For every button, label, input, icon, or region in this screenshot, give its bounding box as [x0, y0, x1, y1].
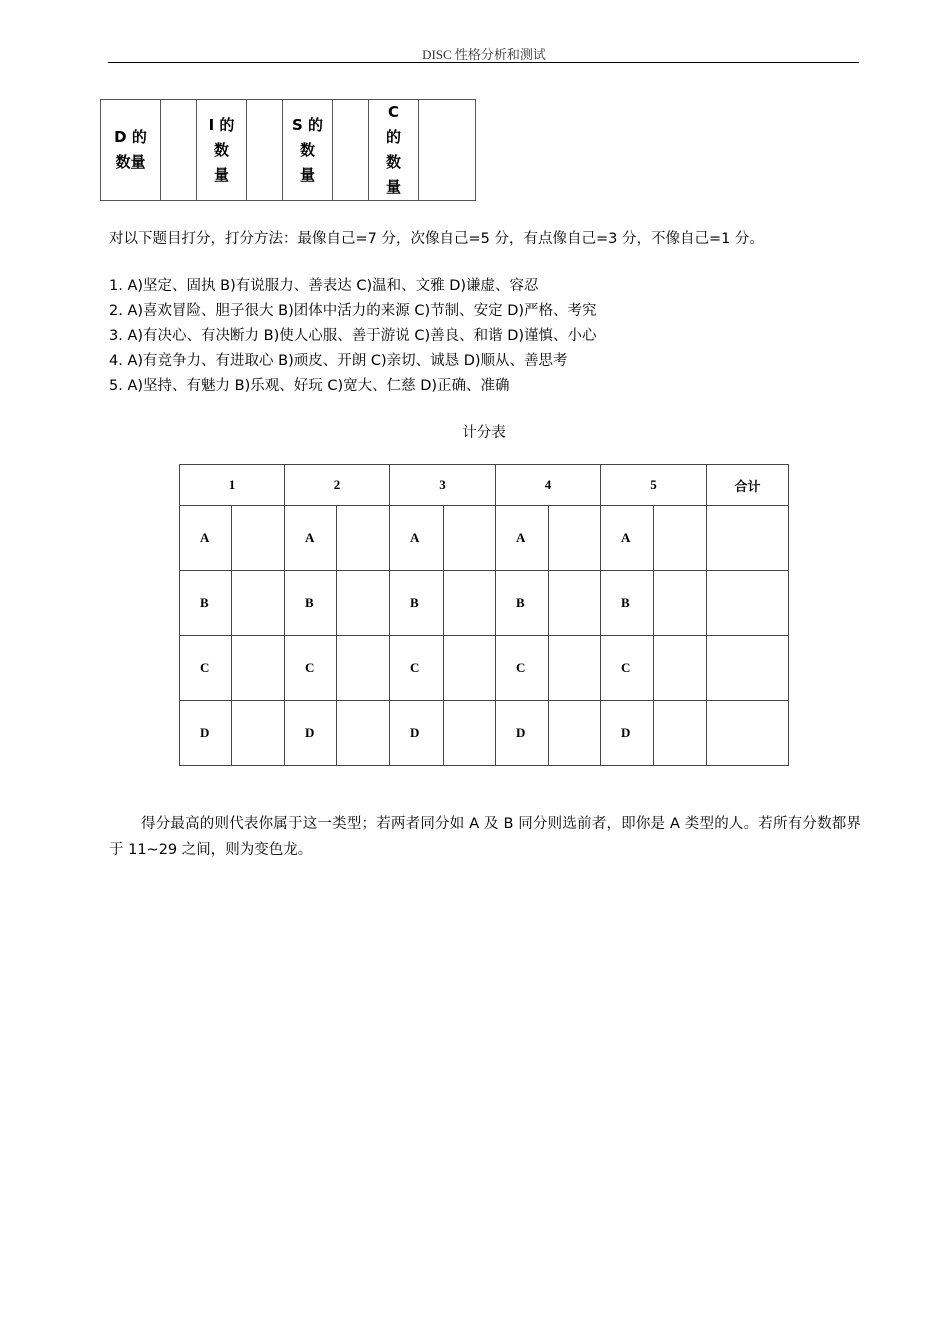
score-cell[interactable]	[549, 701, 601, 766]
option-label: D	[180, 701, 232, 766]
column-header: 1	[180, 465, 285, 506]
option-label: B	[180, 571, 232, 636]
page-header-title: DISC 性格分析和测试	[422, 47, 546, 62]
option-label: A	[180, 506, 232, 571]
conclusion-paragraph: 得分最高的则代表你属于这一类型；若两者同分如 A 及 B 同分则选前者，即你是 A 类型的人。若所有分数都界于 11~29 之间，则为变色龙。	[109, 816, 861, 858]
i-count-label: I 的 数 量	[197, 100, 247, 201]
column-header: 4	[496, 465, 601, 506]
score-cell[interactable]	[654, 506, 707, 571]
table-row	[180, 701, 789, 766]
score-cell[interactable]	[232, 571, 285, 636]
option-label: B	[390, 571, 444, 636]
option-label: A	[390, 506, 444, 571]
d-count-value-cell[interactable]	[161, 100, 197, 201]
option-label: B	[496, 571, 549, 636]
option-label: D	[496, 701, 549, 766]
total-cell[interactable]	[707, 571, 789, 636]
option-label: C	[285, 636, 337, 701]
total-cell[interactable]	[707, 701, 789, 766]
question-item: 3. A)有决心、有决断力 B)使人心服、善于游说 C)善良、和谐 D)谨慎、小心	[109, 328, 597, 344]
score-cell[interactable]	[444, 701, 496, 766]
total-column-header: 合计	[707, 465, 789, 506]
score-table-header-row	[180, 465, 789, 506]
option-label: B	[285, 571, 337, 636]
c-count-label: C 的 数 量	[369, 100, 419, 201]
option-label: A	[285, 506, 337, 571]
column-header: 2	[285, 465, 390, 506]
score-cell[interactable]	[444, 506, 496, 571]
score-cell[interactable]	[232, 636, 285, 701]
score-cell[interactable]	[549, 636, 601, 701]
option-label: A	[601, 506, 654, 571]
score-table	[179, 464, 789, 766]
d-count-label: D 的 数量	[101, 100, 161, 201]
score-cell[interactable]	[549, 506, 601, 571]
s-count-label: S 的 数 量	[283, 100, 333, 201]
question-item: 5. A)坚持、有魅力 B)乐观、好玩 C)宽大、仁慈 D)正确、准确	[109, 378, 510, 394]
c-count-value-cell[interactable]	[419, 100, 476, 201]
option-label: C	[601, 636, 654, 701]
option-label: C	[390, 636, 444, 701]
s-count-value-cell[interactable]	[333, 100, 369, 201]
question-item: 1. A)坚定、固执 B)有说服力、善表达 C)温和、文雅 D)谦虚、容忍	[109, 278, 539, 294]
score-cell[interactable]	[444, 636, 496, 701]
option-label: C	[496, 636, 549, 701]
column-header: 5	[601, 465, 707, 506]
score-table-title: 计分表	[462, 425, 506, 441]
table-row	[180, 506, 789, 571]
score-cell[interactable]	[232, 701, 285, 766]
question-list	[109, 274, 597, 399]
question-item: 4. A)有竞争力、有进取心 B)顽皮、开朗 C)亲切、诚恳 D)顺从、善思考	[109, 353, 568, 369]
score-cell[interactable]	[337, 571, 390, 636]
score-cell[interactable]	[654, 571, 707, 636]
option-label: A	[496, 506, 549, 571]
score-cell[interactable]	[549, 571, 601, 636]
option-label: D	[601, 701, 654, 766]
i-count-value-cell[interactable]	[247, 100, 283, 201]
table-row	[180, 571, 789, 636]
scoring-instruction: 对以下题目打分，打分方法：最像自己=7 分，次像自己=5 分，有点像自己=3 分，不像自己=1 分。	[109, 231, 764, 247]
total-cell[interactable]	[707, 506, 789, 571]
total-cell[interactable]	[707, 636, 789, 701]
option-label: D	[390, 701, 444, 766]
score-cell[interactable]	[337, 506, 390, 571]
score-cell[interactable]	[337, 701, 390, 766]
type-count-table	[100, 99, 476, 201]
option-label: D	[285, 701, 337, 766]
score-cell[interactable]	[654, 701, 707, 766]
score-cell[interactable]	[654, 636, 707, 701]
column-header: 3	[390, 465, 496, 506]
table-row	[180, 636, 789, 701]
header-divider	[108, 62, 859, 63]
score-cell[interactable]	[337, 636, 390, 701]
option-label: B	[601, 571, 654, 636]
option-label: C	[180, 636, 232, 701]
score-cell[interactable]	[444, 571, 496, 636]
question-item: 2. A)喜欢冒险、胆子很大 B)团体中活力的来源 C)节制、安定 D)严格、考究	[109, 303, 597, 319]
score-cell[interactable]	[232, 506, 285, 571]
